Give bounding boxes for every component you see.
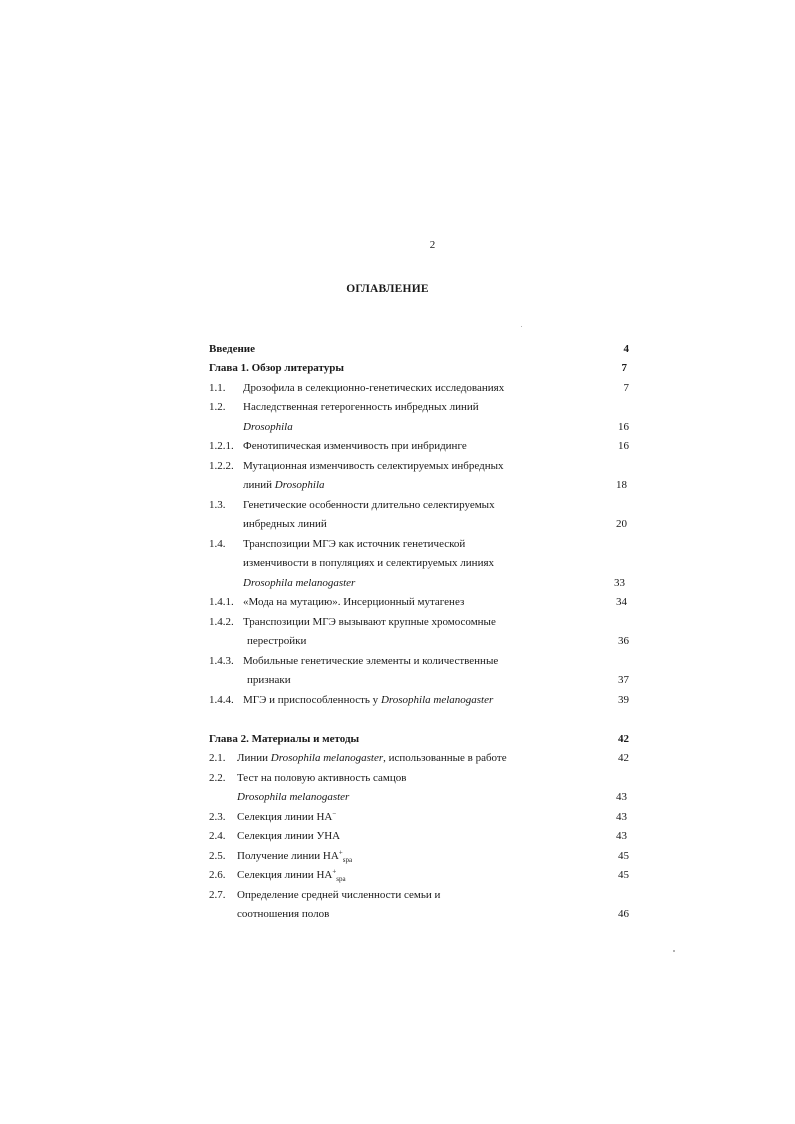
toc-entry-number: 1.2.2.: [209, 460, 234, 472]
toc-entry-title: перестройки: [247, 635, 307, 647]
toc-entry-page: 18: [616, 479, 627, 491]
toc-entry-title: признаки: [247, 674, 291, 686]
toc-entry-number: 2.3.: [209, 811, 226, 823]
toc-entry-title: Наследственная гетерогенность инбредных линий: [243, 401, 479, 413]
toc-entry-title: изменчивости в популяциях и селектируемых линиях: [243, 557, 495, 569]
toc-entry-title: [237, 750, 507, 766]
superscript: +: [338, 848, 343, 857]
toc-entry-1-4-3-continued: [209, 672, 629, 688]
toc-entry-introduction: [209, 341, 629, 357]
toc-entry-number: 2.1.: [209, 752, 226, 764]
toc-entry-title: Определение средней численности семьи и: [237, 889, 441, 901]
toc-entry-number: 2.7.: [209, 889, 226, 901]
toc-entry-title: [237, 867, 346, 883]
toc-entry-title: Транспозиции МГЭ как источник генетической: [243, 538, 466, 550]
toc-entry-title-italic: Drosophila: [274, 479, 325, 491]
toc-entry-page: 43: [616, 830, 627, 842]
toc-entry-number: 1.4.2.: [209, 616, 234, 628]
toc-entry-1-4-2-continued: [209, 633, 629, 649]
toc-entry-2-1: [209, 750, 629, 766]
toc-entry-chapter-1: [209, 360, 629, 376]
toc-entry-1-4-4: [209, 692, 629, 708]
toc-entry-page: 16: [618, 440, 629, 452]
toc-entry-title: соотношения полов: [237, 908, 330, 920]
toc-entry-title-part: линий: [243, 479, 275, 491]
toc-entry-number: 2.4.: [209, 830, 226, 842]
toc-entry-number: 1.3.: [209, 499, 226, 511]
toc-entry-title: Drosophila melanogaster: [237, 791, 350, 803]
toc-entry-title: инбредных линий: [243, 518, 327, 530]
toc-entry-number: 2.5.: [209, 850, 226, 862]
superscript: +: [332, 867, 337, 876]
toc-entry-page: 36: [618, 635, 629, 647]
toc-entry-page: 43: [616, 791, 627, 803]
toc-entry-page: 43: [616, 811, 627, 823]
toc-entry-title: Мобильные генетические элементы и количественные: [243, 655, 499, 667]
toc-entry-page: 7: [621, 362, 627, 374]
toc-entry-page: 34: [616, 596, 627, 608]
toc-entry-2-7-continued: [209, 906, 629, 922]
toc-entry-title: Мутационная изменчивость селектируемых инбредных: [243, 460, 504, 472]
toc-entry-2-5: [209, 848, 629, 864]
toc-entry-number: 1.4.: [209, 538, 226, 550]
toc-entry-title-part: МГЭ и приспособленность у: [243, 694, 381, 706]
toc-entry-title: Глава 1. Обзор литературы: [209, 362, 344, 374]
toc-entry-title: Глава 2. Материалы и методы: [209, 733, 360, 745]
toc-entry-1-2-1: [209, 438, 629, 454]
toc-title: ОГЛАВЛЕНИЕ: [346, 283, 429, 295]
toc-entry-1-4: [209, 536, 629, 552]
toc-entry-title: Тест на половую активность самцов: [237, 772, 407, 784]
toc-entry-title: [243, 692, 493, 708]
toc-entry-page: 46: [618, 908, 629, 920]
superscript: −: [332, 809, 337, 818]
toc-entry-page: 45: [618, 850, 629, 862]
toc-entry-title-italic: Drosophila melanogaster: [270, 752, 384, 764]
toc-entry-number: 1.4.3.: [209, 655, 234, 667]
toc-entry-number: 1.2.: [209, 401, 226, 413]
toc-entry-2-4: [209, 828, 629, 844]
toc-entry-page: 16: [618, 421, 629, 433]
toc-entry-1-1: [209, 380, 629, 396]
toc-entry-title: Введение: [209, 343, 256, 355]
toc-entry-title: Транспозиции МГЭ вызывают крупные хромосомные: [243, 616, 496, 628]
toc-entry-number: 2.6.: [209, 869, 226, 881]
toc-entry-1-2-2-continued: [209, 477, 629, 493]
toc-entry-title: Drosophila: [243, 421, 293, 433]
toc-entry-2-3: [209, 809, 629, 825]
toc-entry-title: [243, 477, 325, 493]
toc-entry-page: 4: [623, 343, 629, 355]
toc-entry-page: 42: [618, 752, 629, 764]
toc-entry-title: [237, 848, 352, 864]
toc-entry-number: 1.2.1.: [209, 440, 234, 452]
toc-entry-1-2: [209, 399, 629, 415]
toc-entry-title: Дрозофила в селекционно-генетических исследованиях: [243, 382, 505, 394]
toc-entry-title-part: Получение линии НА: [237, 850, 339, 862]
toc-entry-page: 45: [618, 869, 629, 881]
toc-entry-number: 1.1.: [209, 382, 226, 394]
toc-entry-1-4-3: [209, 653, 629, 669]
toc-entry-title: Селекция линии УНА: [237, 830, 341, 842]
toc-entry-1-4-continued-2: [209, 575, 629, 591]
toc-entry-title-part: Селекция линии НА: [237, 811, 333, 823]
toc-entry-page: 7: [623, 382, 629, 394]
toc-entry-1-2-2: [209, 458, 629, 474]
toc-entry-title: «Мода на мутацию». Инсерционный мутагенез: [243, 596, 465, 608]
toc-entry-1-2-continued: [209, 419, 629, 435]
subscript: spa: [336, 875, 346, 884]
toc-entry-2-7: [209, 887, 629, 903]
toc-entry-1-4-1: [209, 594, 629, 610]
toc-entry-title-part: , использованные в работе: [383, 752, 507, 764]
toc-entry-2-2: [209, 770, 629, 786]
toc-entry-title-italic: Drosophila melanogaster: [380, 694, 494, 706]
toc-entry-title: Drosophila melanogaster: [243, 577, 356, 589]
toc-entry-chapter-2: [209, 731, 629, 747]
scan-speck: [521, 326, 522, 327]
toc-entry-1-3: [209, 497, 629, 513]
subscript: spa: [342, 856, 353, 865]
toc-entry-number: 2.2.: [209, 772, 226, 784]
toc-entry-1-3-continued: [209, 516, 629, 532]
toc-entry-title-part: Селекция линии НА: [237, 869, 333, 881]
toc-entry-page: 33: [614, 577, 625, 589]
toc-entry-1-4-continued: [209, 555, 629, 571]
toc-entry-1-4-2: [209, 614, 629, 630]
page-number: 2: [429, 239, 436, 251]
toc-entry-2-6: [209, 867, 629, 883]
toc-entry-title: [237, 809, 336, 825]
toc-entry-title: Фенотипическая изменчивость при инбридинге: [243, 440, 467, 452]
toc-entry-2-2-continued: [209, 789, 629, 805]
toc-entry-title-part: Линии: [237, 752, 271, 764]
scan-speck: [673, 950, 675, 952]
toc-entry-page: 37: [618, 674, 629, 686]
toc-entry-number: 1.4.4.: [209, 694, 234, 706]
toc-entry-number: 1.4.1.: [209, 596, 234, 608]
toc-entry-page: 20: [616, 518, 627, 530]
toc-entry-page: 39: [618, 694, 629, 706]
toc-entry-title: Генетические особенности длительно селектируемых: [243, 499, 495, 511]
toc-entry-page: 42: [618, 733, 629, 745]
